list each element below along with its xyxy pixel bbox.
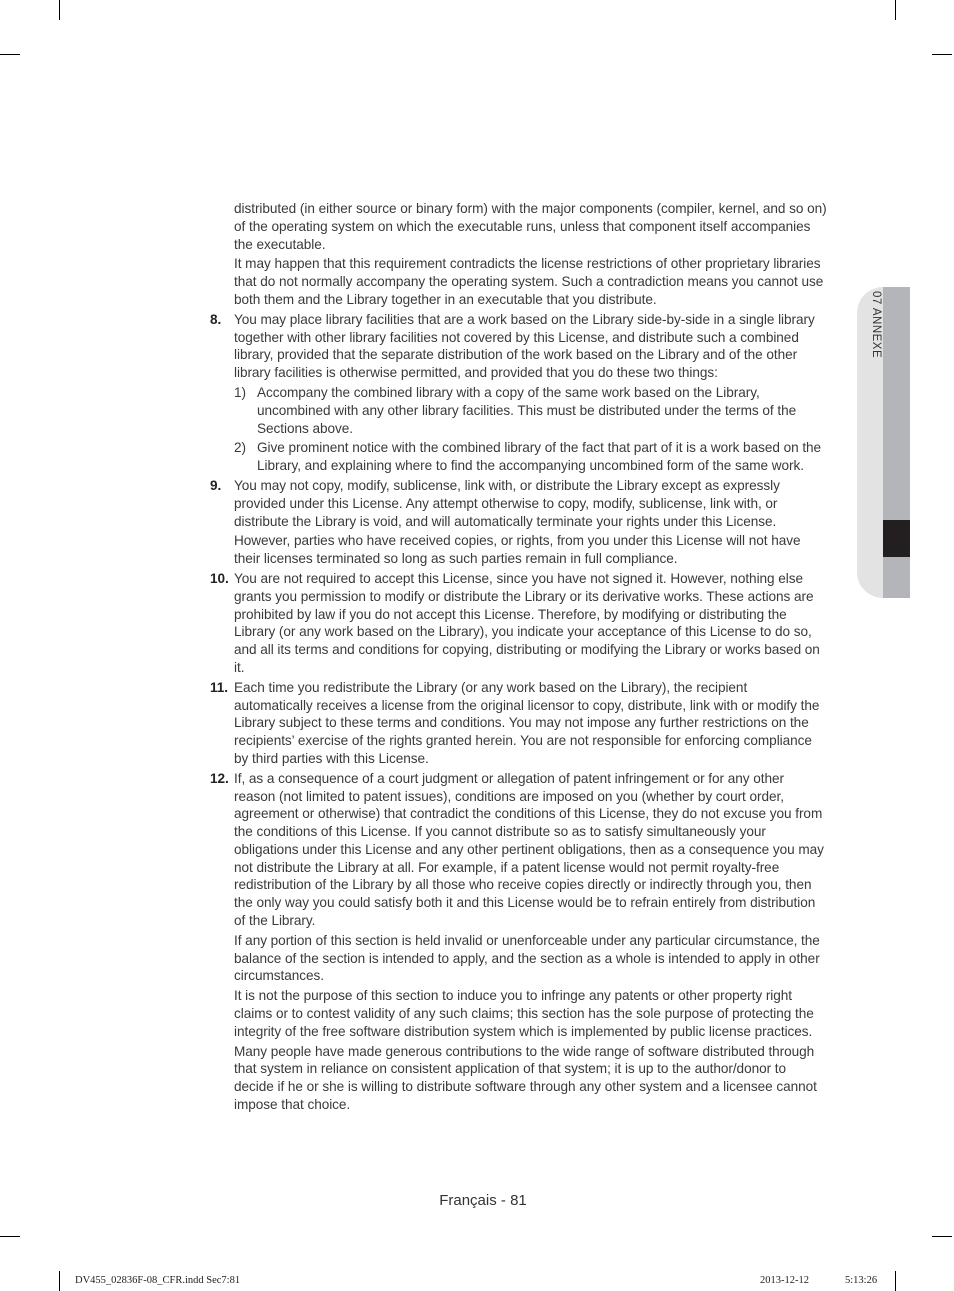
paragraph: You may not copy, modify, sublicense, link with, or distribute the Library except as expressly provided under this License. Any attempt otherwise to copy, modify, sublicense, link with, or distribute the Library is void, and will automatically terminate your rights under this License. [234, 477, 780, 529]
list-item [210, 679, 828, 768]
sub-item-text: Give prominent notice with the combined library of the fact that part of it is a work based on the Library, and explaining where to find the accompanying uncombined form of the same work. [257, 440, 822, 474]
item-number: 12. [210, 770, 229, 786]
page-number: Français - 81 [439, 1192, 527, 1209]
license-text [210, 200, 828, 1116]
item-number: 10. [210, 570, 229, 586]
crop-mark [0, 54, 20, 55]
chapter-side-tab [857, 287, 910, 598]
sub-item [234, 439, 828, 475]
paragraph: It may happen that this requirement contradicts the license restrictions of other proprietary libraries that do not normally accompany the operating system. Such a contradiction means you cannot use both them and the Library together in an executable that you distribute. [234, 256, 824, 307]
paragraph: However, parties who have received copies, or rights, from you under this License will not have their licenses terminated so long as such parties remain in full compliance. [234, 533, 801, 567]
item-number: 9. [210, 477, 222, 493]
list-item [210, 770, 828, 1114]
slug-file: DV455_02836F-08_CFR.indd Sec7:81 [75, 1275, 241, 1286]
crop-mark [895, 1271, 896, 1291]
chapter-label: 07 ANNEXE [870, 291, 882, 359]
sub-item [234, 384, 828, 437]
list-item [210, 311, 828, 475]
list-item [210, 477, 828, 568]
slug-time: 5:13:26 [845, 1275, 878, 1286]
paragraph: Each time you redistribute the Library (or any work based on the Library), the recipient automatically receives a license from the original licensor to copy, distribute, link with or modify the Library subject to these terms and conditions. You may not impose any further restrictions on the recipients’ exercise of the rights granted herein. You are not responsible for enforcing compliance by third parties with this License. [234, 679, 820, 766]
crop-mark [59, 0, 60, 20]
paragraph: distributed (in either source or binary form) with the major components (compiler, kernel, and so on) of the operating system on which the executable runs, unless that component itself accompanies the executable. [234, 201, 827, 252]
paragraph: If any portion of this section is held invalid or unenforceable under any particular circumstance, the balance of the section is intended to apply, and the section as a whole is intended to apply in other circumstances. [234, 932, 820, 984]
paragraph: You are not required to accept this License, since you have not signed it. However, nothing else grants you permission to modify or distribute the Library or its derivative works. These actions are prohibited by law if you do not accept this License. Therefore, by modifying or distributing the Library (or any work based on the Library), you indicate your acceptance of this License to do so, and all its terms and conditions for copying, distributing or modifying the Library or works based on it. [234, 570, 820, 675]
side-tab-active-marker [883, 520, 910, 557]
item-number: 11. [210, 679, 228, 695]
slug-date: 2013-12-12 [760, 1275, 809, 1286]
sub-item-number: 2) [234, 440, 246, 456]
sub-item-number: 1) [234, 384, 246, 400]
crop-mark [59, 1271, 60, 1291]
paragraph: You may place library facilities that are a work based on the Library side-by-side in a single library together with other library facilities not covered by this License, and distribute such a combined library, provided that the separate distribution of the work based on the Library and of the other library facilities is otherwise permitted, and provided that you do these two things: [234, 311, 815, 381]
paragraph: If, as a consequence of a court judgment or allegation of patent infringement or for any other reason (not limited to patent issues), conditions are imposed on you (whether by court order, agreement or otherwise) that contradict the conditions of this License, they do not excuse you from the conditions of this License. If you cannot distribute so as to satisfy simultaneously your obligations under this License and any other pertinent obligations, then as a consequence you may not distribute the Library at all. For example, if a patent license would not permit royalty-free redistribution of the Library by all those who receive copies directly or indirectly through you, then the only way you could satisfy both it and this License would be to refrain entirely from distribution of the Library. [234, 770, 824, 929]
sub-item-text: Accompany the combined library with a copy of the same work based on the Library, uncombined with any other library facilities. This must be distributed under the terms of the Sections above. [257, 384, 797, 436]
crop-mark [932, 54, 952, 55]
page-footer [0, 1192, 954, 1209]
crop-mark [932, 1236, 952, 1237]
list-item [210, 570, 828, 677]
paragraph: Many people have made generous contributions to the wide range of software distributed through that system in reliance on consistent application of that system; it is up to the author/donor to decide if he or she is willing to distribute software through any other system and a licensee cannot impose that choice. [234, 1043, 817, 1113]
crop-mark [0, 1236, 20, 1237]
item-number: 8. [210, 311, 222, 327]
crop-mark [895, 0, 896, 20]
paragraph: It is not the purpose of this section to induce you to infringe any patents or other property right claims or to contest validity of any such claims; this section has the sole purpose of protecting the integrity of the free software distribution system which is implemented by public license practices. [234, 988, 814, 1039]
